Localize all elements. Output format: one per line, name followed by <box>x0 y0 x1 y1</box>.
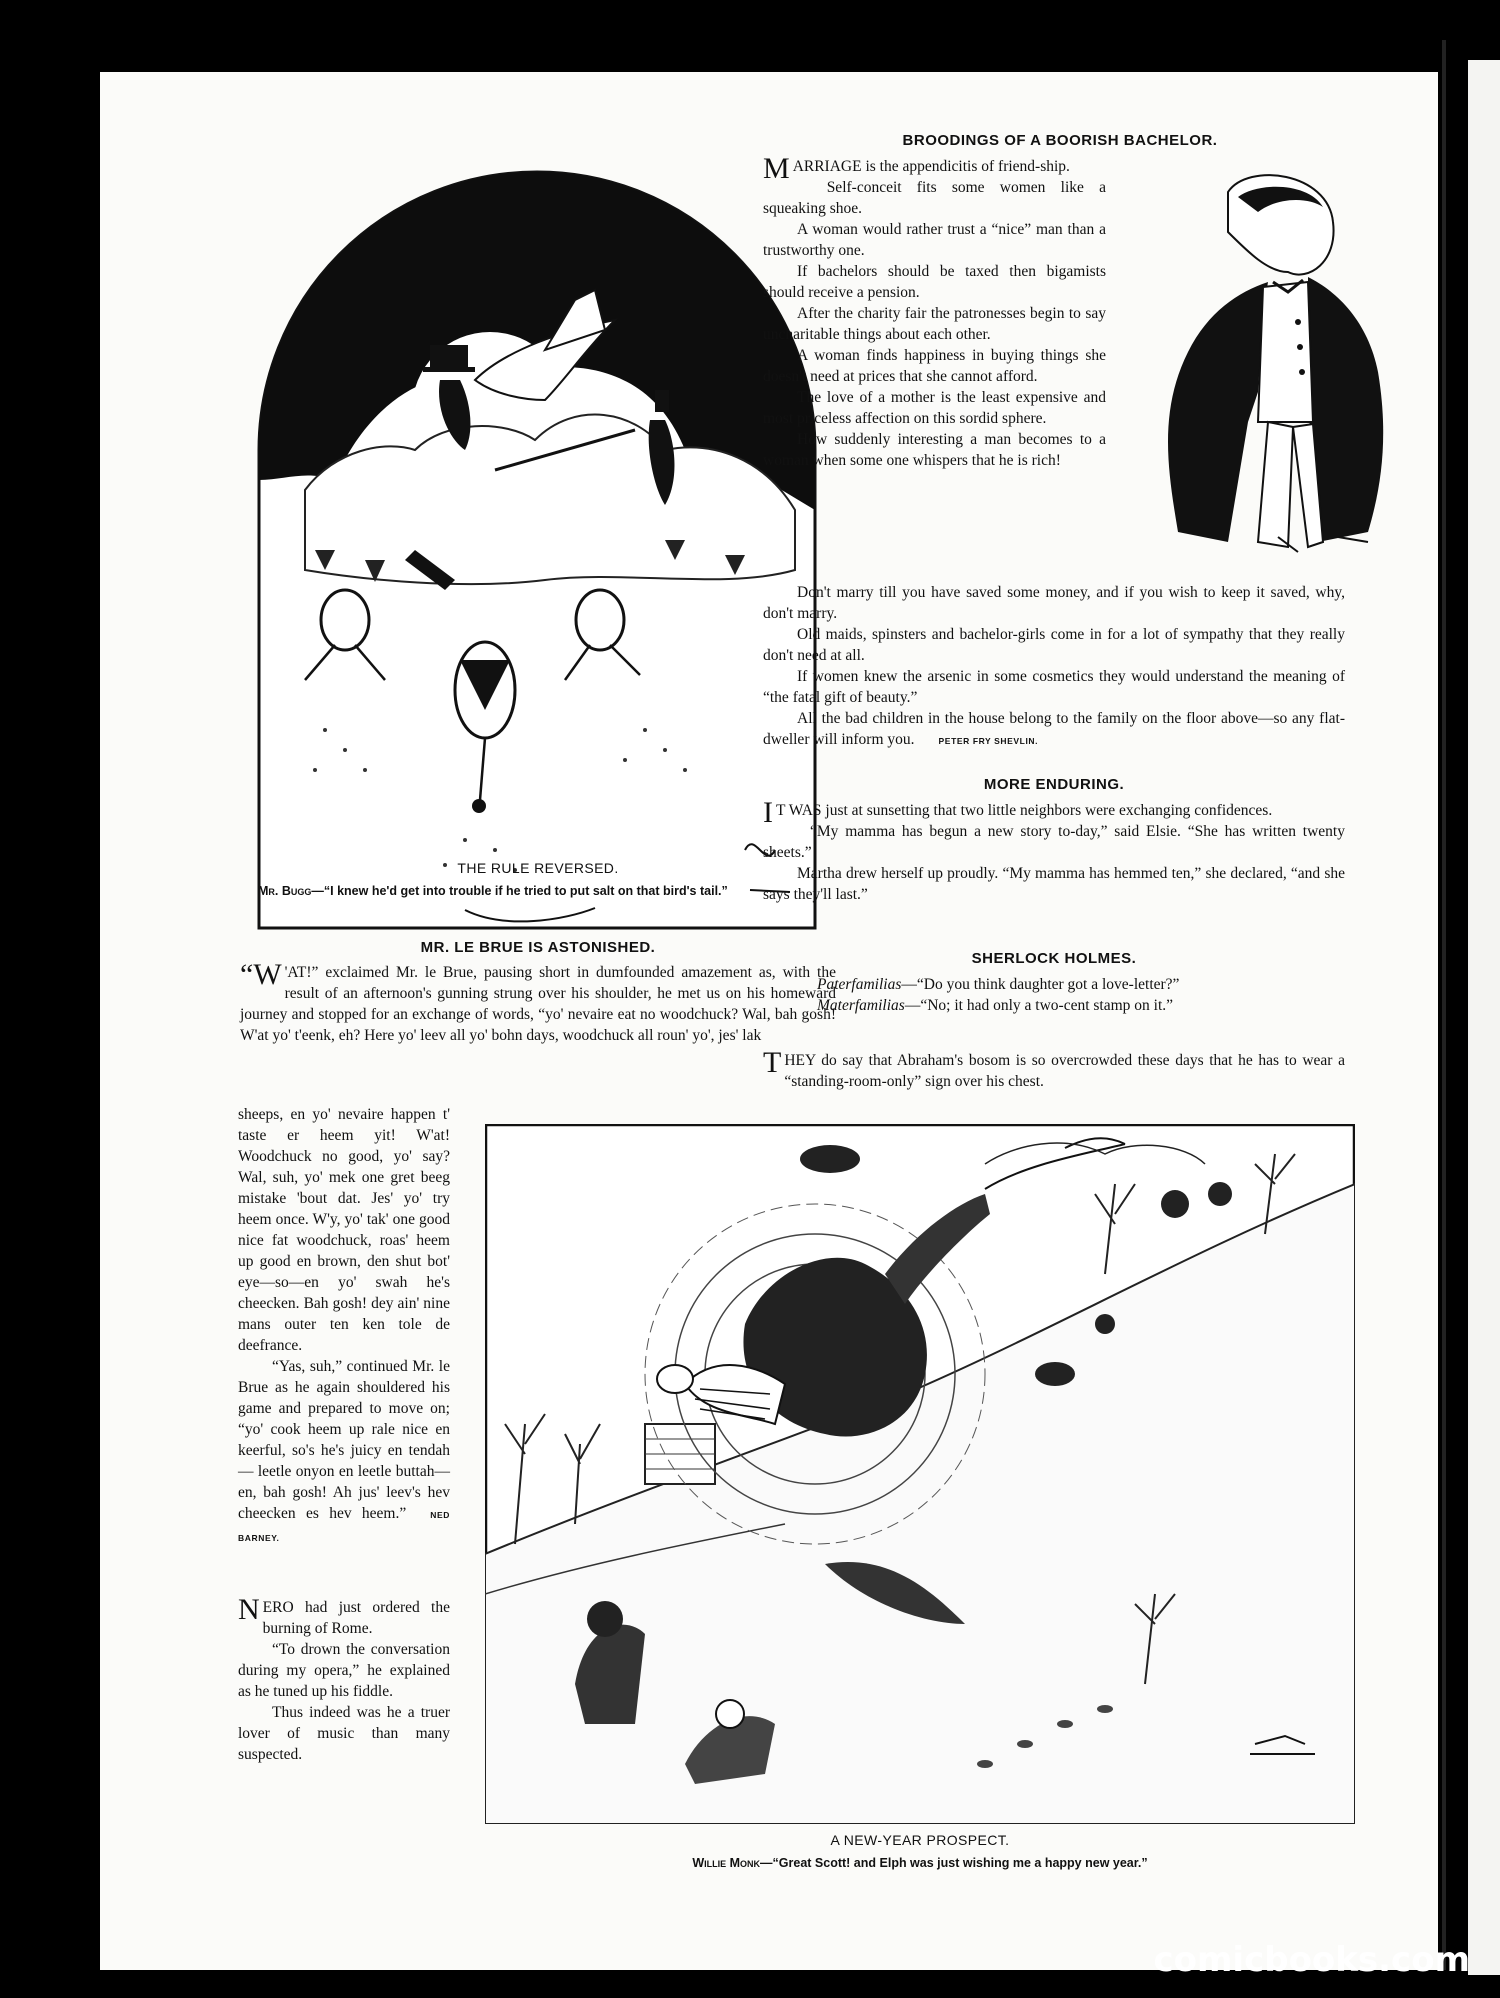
bachelor-p9: Old maids, spinsters and bachelor-girls come in for a lot of sympathy that they really don't need at all. <box>763 626 1345 664</box>
sherlock-line-2 <box>763 995 1345 1016</box>
enduring-heading: MORE ENDURING. <box>983 776 1125 793</box>
abraham-text: HEY do say that Abraham's bosom is so overcrowded these days that he has to wear a “standing-room-only” sign over his chest. <box>784 1052 1345 1090</box>
new-year-illustration <box>485 1124 1355 1824</box>
nero-dropcap: N <box>238 1593 260 1626</box>
nero-p3: Thus indeed was he a truer lover of music than many suspected. <box>238 1704 450 1763</box>
enduring-block <box>763 796 1345 905</box>
bachelor-p7: How suddenly interesting a man becomes to a woman when some one whispers that he is rich! <box>763 431 1106 469</box>
sherlock-line-1 <box>763 974 1345 995</box>
magazine-page <box>100 72 1438 1970</box>
bachelor-signature: PETER FRY SHEVLIN. <box>938 736 1039 746</box>
nero-block <box>238 1593 450 1765</box>
rule-reversed-text: —“I knew he'd get into trouble if he tried to put salt on that bird's tail.” <box>311 884 728 898</box>
page-gutter-line <box>1442 40 1446 1970</box>
bachelor-dropcap: M <box>763 152 790 185</box>
lebrue-dropcap: “W <box>240 958 282 991</box>
site-watermark: comicbooks.com <box>1153 1940 1470 1980</box>
sherlock-text-2: —“No; it had only a two-cent stamp on it.” <box>904 997 1174 1014</box>
enduring-p2: Martha drew herself up proudly. “My mamma has hemmed ten,” she declared, “and she says they'll last.” <box>763 865 1345 903</box>
rule-reversed-title: THE RULE REVERSED. <box>457 860 619 876</box>
bachelor-p1: Self-conceit fits some women like a squeaking shoe. <box>763 179 1106 217</box>
rule-reversed-illustration <box>245 150 831 930</box>
enduring-p1: “My mamma has begun a new story to-day,” said Elsie. “She has written twenty sheets.” <box>763 823 1345 861</box>
sherlock-speaker-1: Paterfamilias <box>817 976 902 993</box>
lebrue-narrow-2: “Yas, suh,” continued Mr. le Brue as he again shouldered his game and prepared to move on; “yo' cook heem up rale nice en keerful, so's he's juicy en tendah — leetle onyon en leetle buttah—en, bah gosh! Ah jus' leev's hev cheecken es hev heem.” <box>238 1358 450 1522</box>
bachelor-p11: All the bad children in the house belong to the family on the floor above—so any flat-dweller will inform you. <box>763 710 1345 748</box>
lebrue-lead-block <box>240 958 836 1046</box>
nero-p2: “To drown the conversation during my opera,” he explained as he tuned up his fiddle. <box>238 1641 450 1700</box>
new-year-text: —“Great Scott! and Elph was just wishing me a happy new year.” <box>760 1856 1148 1870</box>
bachelor-text-wide <box>763 582 1345 752</box>
bachelor-p6: The love of a mother is the least expensive and most priceless affection on this sordid sphere. <box>763 389 1106 427</box>
bachelor-p5: A woman finds happiness in buying things she doesn't need at prices that she cannot afford. <box>763 347 1106 385</box>
bachelor-lead: ARRIAGE is the appendicitis of friend-ship. <box>792 158 1070 175</box>
bachelor-p2: A woman would rather trust a “nice” man than a trustworthy one. <box>763 221 1106 259</box>
sherlock-text-1: —“Do you think daughter got a love-letter?” <box>901 976 1180 993</box>
rule-reversed-caption <box>258 884 823 898</box>
enduring-dropcap: I <box>763 796 773 829</box>
enduring-lead: T WAS just at sunsetting that two little neighbors were exchanging confidences. <box>776 802 1273 819</box>
sherlock-block <box>763 974 1345 1016</box>
abraham-block <box>763 1046 1345 1092</box>
lebrue-narrow-1: sheeps, en yo' nevaire happen t' taste er heem yit! W'at! Woodchuck no good, yo' say? Wal, suh, yo' mek one gret beeg mistake 'bout dat. Jes' yo' try heem once. W'y, yo' tak' one good nice fat woodchuck, roas' heem up good en brown, den shut bot' eye—so—en yo' swah he's cheecken. Bah gosh! dey ain' nine mans outer ten ken tole de deefrance. <box>238 1106 450 1354</box>
new-year-caption <box>485 1856 1355 1870</box>
bachelor-p10: If women knew the arsenic in some cosmetics they would understand the meaning of “the fatal gift of beauty.” <box>763 668 1345 706</box>
bachelor-text-narrow <box>763 152 1106 471</box>
sherlock-speaker-2: Materfamilias <box>817 997 905 1014</box>
lebrue-lead: 'AT!” exclaimed Mr. le Brue, pausing short in dumfounded amazement as, with the result of an afternoon's gunning strung over his shoulder, he met us on his homeward journey and stopped for an exchange of words, “yo' nevaire eat no woodchuck? Wal, bah gosh! W'at yo' t'eenk, eh? Here yo' leev all yo' bohn days, woodchuck all roun' yo', jes' lak <box>240 964 836 1044</box>
sherlock-heading: SHERLOCK HOLMES. <box>971 950 1137 967</box>
lebrue-heading: MR. LE BRUE IS ASTONISHED. <box>420 939 656 956</box>
rule-reversed-speaker: Mr. Bugg <box>258 884 312 898</box>
bachelor-heading: BROODINGS OF A BOORISH BACHELOR. <box>902 132 1218 149</box>
next-page-edge <box>1468 60 1500 1975</box>
lebrue-narrow-block <box>238 1104 450 1549</box>
bachelor-p4: After the charity fair the patronesses begin to say uncharitable things about each other. <box>763 305 1106 343</box>
lebrue-signature: NED BARNEY. <box>238 1510 450 1543</box>
abraham-dropcap: T <box>763 1046 782 1079</box>
new-year-title: A NEW-YEAR PROSPECT. <box>830 1832 1010 1848</box>
nero-lead: ERO had just ordered the burning of Rome. <box>262 1599 450 1637</box>
bachelor-p8: Don't marry till you have saved some money, and if you wish to keep it saved, why, don't marry. <box>763 584 1345 622</box>
new-year-speaker: Willie Monk <box>692 1856 761 1870</box>
bachelor-p3: If bachelors should be taxed then bigamists should receive a pension. <box>763 263 1106 301</box>
bachelor-portrait <box>1108 162 1408 562</box>
